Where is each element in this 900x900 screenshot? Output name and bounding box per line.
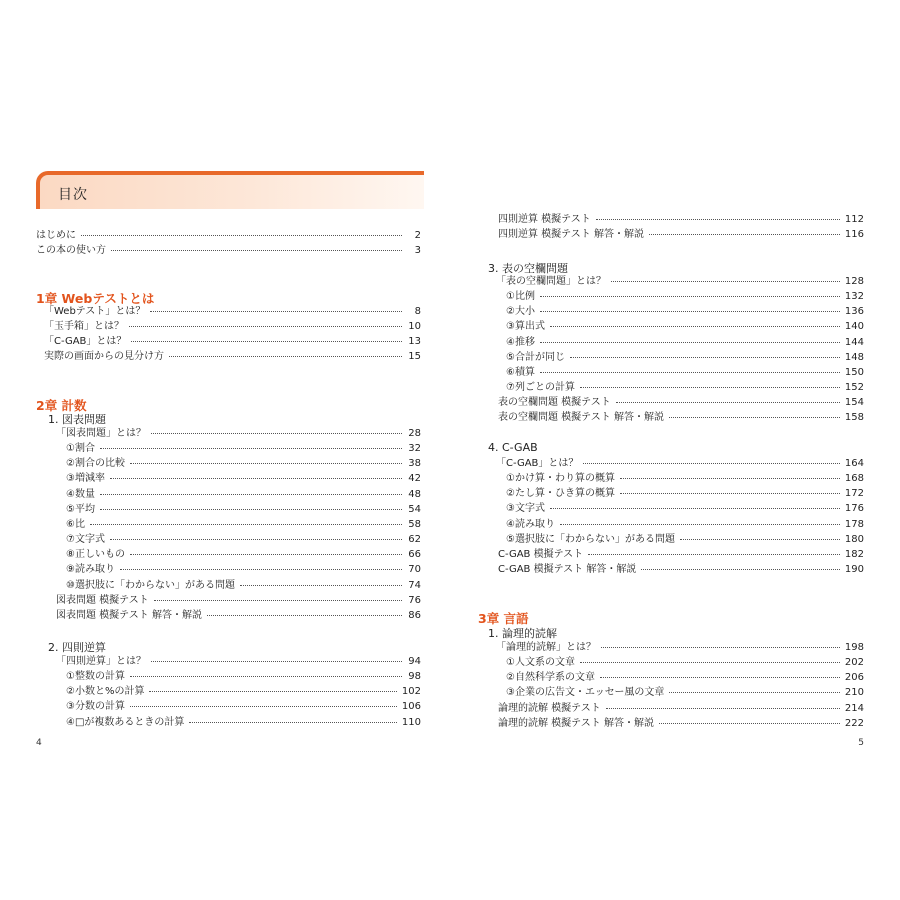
toc-entry-page: 132 bbox=[844, 291, 864, 303]
toc-entry bbox=[56, 655, 421, 669]
toc-entry-page: 148 bbox=[844, 351, 864, 363]
dot-leader bbox=[550, 500, 840, 509]
toc-entry-label: 四則逆算 模擬テスト 解答・解説 bbox=[498, 229, 644, 241]
toc-entry-label: 図表問題 模擬テスト 解答・解説 bbox=[56, 609, 202, 621]
toc-entry-page: 62 bbox=[408, 534, 421, 546]
toc-entry-page: 136 bbox=[844, 306, 864, 318]
toc-entry-label: 「四則逆算」とは？ bbox=[56, 656, 146, 667]
toc-entry bbox=[506, 533, 864, 547]
toc-entry-label: ⑥積算 bbox=[506, 366, 535, 378]
toc-entry-page: 222 bbox=[844, 717, 864, 729]
dot-leader bbox=[90, 516, 402, 525]
toc-entry-label: ⑧正しいもの bbox=[66, 549, 125, 561]
dot-leader bbox=[100, 486, 402, 495]
toc-entry-page: 74 bbox=[408, 579, 421, 591]
toc-entry bbox=[506, 472, 864, 486]
toc-entry bbox=[498, 213, 864, 227]
toc-entry-label: 「表の空欄問題」とは？ bbox=[496, 276, 606, 287]
toc-entry-page: 190 bbox=[844, 564, 864, 576]
dot-leader bbox=[669, 684, 840, 693]
toc-entry-label: ③企業の広告文・エッセー風の文章 bbox=[506, 687, 665, 699]
section-kuuran-title: 3. 表の空欄問題 bbox=[488, 262, 568, 275]
toc-entry bbox=[66, 579, 421, 593]
dot-leader bbox=[240, 577, 402, 586]
toc-entry-page: 32 bbox=[408, 443, 421, 455]
toc-entry bbox=[506, 487, 864, 501]
toc-entry-label: ②たし算・ひき算の概算 bbox=[506, 488, 615, 500]
toc-entry bbox=[66, 503, 421, 517]
toc-entry-page: 110 bbox=[401, 716, 421, 728]
toc-entry bbox=[498, 396, 864, 410]
dot-leader bbox=[540, 364, 840, 373]
toc-entry bbox=[36, 229, 421, 243]
dot-leader bbox=[110, 470, 402, 479]
dot-leader bbox=[620, 485, 840, 494]
toc-entry bbox=[506, 320, 864, 334]
toc-entry-page: 116 bbox=[844, 229, 864, 241]
toc-entry-page: 158 bbox=[844, 412, 864, 424]
page-number-right: 5 bbox=[858, 738, 864, 748]
toc-entry bbox=[498, 228, 864, 242]
toc-entry-label: ①割合 bbox=[66, 443, 95, 455]
toc-entry bbox=[506, 518, 864, 532]
toc-entry bbox=[498, 411, 864, 425]
toc-entry-page: 98 bbox=[408, 671, 421, 683]
toc-entry bbox=[66, 442, 421, 456]
toc-entry-label: ④推移 bbox=[506, 336, 535, 348]
toc-entry-label: ①整数の計算 bbox=[66, 671, 125, 683]
toc-entry bbox=[496, 457, 864, 471]
toc-entry-page: 58 bbox=[408, 518, 421, 530]
toc-entry-label: ③文字式 bbox=[506, 503, 545, 515]
toc-entry-label: C-GAB 模擬テスト 解答・解説 bbox=[498, 564, 637, 576]
toc-entry bbox=[506, 381, 864, 395]
toc-entry-page: 180 bbox=[844, 533, 864, 545]
toc-entry bbox=[44, 320, 421, 334]
dot-leader bbox=[600, 669, 840, 678]
dot-leader bbox=[151, 425, 402, 434]
toc-entry-label: ①比例 bbox=[506, 291, 535, 303]
toc-entry-page: 112 bbox=[844, 214, 864, 225]
toc-entry bbox=[506, 656, 864, 670]
toc-entry-label: ④数量 bbox=[66, 488, 95, 500]
toc-entry-label: 「Webテスト」とは？ bbox=[44, 306, 146, 317]
toc-entry-page: 144 bbox=[844, 336, 864, 348]
dot-leader bbox=[151, 653, 402, 662]
toc-entry-label: ②自然科学系の文章 bbox=[506, 672, 595, 684]
toc-entry-page: 76 bbox=[408, 594, 421, 606]
toc-entry bbox=[66, 670, 421, 684]
toc-entry bbox=[66, 457, 421, 471]
dot-leader bbox=[580, 654, 840, 663]
toc-entry-page: 3 bbox=[414, 245, 421, 257]
toc-entry-page: 210 bbox=[844, 687, 864, 699]
toc-entry-label: ⑤合計が同じ bbox=[506, 351, 565, 363]
dot-leader bbox=[616, 394, 840, 403]
dot-leader bbox=[189, 714, 396, 723]
toc-entry bbox=[506, 502, 864, 516]
toc-entry-page: 128 bbox=[844, 276, 864, 287]
toc-entry bbox=[66, 472, 421, 486]
toc-entry bbox=[36, 244, 421, 258]
right-toc bbox=[450, 0, 900, 900]
toc-entry bbox=[66, 533, 421, 547]
toc-entry-page: 48 bbox=[408, 488, 421, 500]
dot-leader bbox=[154, 592, 402, 601]
toc-entry-label: ⑥比 bbox=[66, 518, 85, 530]
dot-leader bbox=[540, 288, 840, 297]
chapter-1-title: 1章 Webテストとは bbox=[36, 291, 155, 306]
toc-entry bbox=[66, 548, 421, 562]
page-number-left: 4 bbox=[36, 738, 42, 748]
toc-entry-page: 154 bbox=[844, 397, 864, 409]
dot-leader bbox=[149, 683, 396, 692]
toc-entry-page: 176 bbox=[844, 503, 864, 515]
toc-entry-label: はじめに bbox=[36, 230, 76, 241]
toc-entry-page: 94 bbox=[408, 656, 421, 667]
dot-leader bbox=[207, 607, 402, 616]
toc-entry-page: 2 bbox=[414, 230, 421, 241]
dot-leader bbox=[583, 455, 839, 464]
toc-entry-label: ③分数の計算 bbox=[66, 701, 125, 713]
toc-entry-label: 「玉手箱」とは？ bbox=[44, 321, 124, 333]
toc-entry-label: ④読み取り bbox=[506, 518, 555, 530]
toc-entry-page: 42 bbox=[408, 473, 421, 485]
toc-entry bbox=[66, 563, 421, 577]
toc-entry-label: ⑤平均 bbox=[66, 503, 95, 515]
toc-entry-label: ②大小 bbox=[506, 306, 535, 318]
dot-leader bbox=[641, 561, 840, 570]
toc-entry-label: 四則逆算 模擬テスト bbox=[498, 214, 591, 225]
toc-entry bbox=[498, 563, 864, 577]
toc-entry-label: ⑦列ごとの計算 bbox=[506, 382, 575, 394]
chapter-3-title: 3章 言語 bbox=[478, 611, 529, 626]
dot-leader bbox=[601, 639, 840, 648]
section-zuhyo-title: 1. 図表問題 bbox=[48, 413, 106, 426]
toc-entry-page: 38 bbox=[408, 458, 421, 470]
toc-entry-page: 152 bbox=[844, 382, 864, 394]
toc-entry-label: 論理的読解 模擬テスト bbox=[498, 702, 601, 714]
dot-leader bbox=[580, 379, 840, 388]
toc-entry-page: 214 bbox=[844, 702, 864, 714]
toc-entry bbox=[498, 702, 864, 716]
toc-entry bbox=[66, 700, 421, 714]
toc-entry bbox=[66, 488, 421, 502]
toc-entry-page: 206 bbox=[844, 672, 864, 684]
toc-entry-label: 「図表問題」とは？ bbox=[56, 428, 146, 439]
dot-leader bbox=[570, 349, 840, 358]
toc-entry-label: C-GAB 模擬テスト bbox=[498, 548, 584, 560]
dot-leader bbox=[588, 546, 840, 555]
dot-leader bbox=[130, 455, 402, 464]
toc-entry-page: 86 bbox=[408, 609, 421, 621]
toc-entry-page: 164 bbox=[844, 458, 864, 469]
dot-leader bbox=[130, 668, 402, 677]
toc-entry bbox=[506, 366, 864, 380]
toc-entry-label: ⑨読み取り bbox=[66, 564, 115, 576]
toc-entry bbox=[56, 609, 421, 623]
toc-entry-label: ⑩選択肢に「わからない」がある問題 bbox=[66, 579, 235, 591]
toc-entry-page: 66 bbox=[408, 549, 421, 561]
dot-leader bbox=[659, 715, 840, 724]
toc-entry-page: 15 bbox=[408, 351, 421, 363]
dot-leader bbox=[100, 501, 402, 510]
toc-entry-label: 「C-GAB」とは？ bbox=[44, 336, 127, 348]
dot-leader bbox=[150, 303, 402, 312]
toc-entry bbox=[506, 336, 864, 350]
dot-leader bbox=[169, 348, 402, 357]
toc-entry bbox=[66, 518, 421, 532]
section-cgab-title: 4. C-GAB bbox=[488, 441, 538, 454]
chapter-2-title: 2章 計数 bbox=[36, 398, 87, 413]
toc-entry-page: 202 bbox=[844, 657, 864, 669]
dot-leader bbox=[81, 227, 402, 236]
toc-entry-page: 178 bbox=[844, 518, 864, 530]
toc-entry-page: 198 bbox=[844, 642, 864, 653]
toc-entry-label: ③算出式 bbox=[506, 321, 545, 333]
dot-leader bbox=[649, 226, 840, 235]
toc-entry-label: ①かけ算・わり算の概算 bbox=[506, 473, 615, 485]
toc-entry bbox=[44, 335, 421, 349]
toc-entry-label: ⑤選択肢に「わからない」がある問題 bbox=[506, 533, 675, 545]
toc-entry-label: 図表問題 模擬テスト bbox=[56, 594, 149, 606]
toc-entry bbox=[44, 305, 421, 319]
dot-leader bbox=[540, 334, 840, 343]
toc-entry-label: 実際の画面からの見分け方 bbox=[44, 351, 164, 363]
toc-entry bbox=[498, 717, 864, 731]
dot-leader bbox=[130, 698, 397, 707]
toc-entry-page: 28 bbox=[408, 428, 421, 439]
toc-entry-label: 論理的読解 模擬テスト 解答・解説 bbox=[498, 717, 654, 729]
dot-leader bbox=[110, 531, 402, 540]
toc-entry-label: ④□が複数あるときの計算 bbox=[66, 716, 185, 728]
toc-entry-label: この本の使い方 bbox=[36, 245, 106, 257]
section-shisoku-title: 2. 四則逆算 bbox=[48, 641, 106, 654]
toc-entry bbox=[44, 350, 421, 364]
dot-leader bbox=[596, 211, 840, 220]
dot-leader bbox=[606, 700, 840, 709]
toc-entry bbox=[66, 685, 421, 699]
toc-entry-label: ⑦文字式 bbox=[66, 534, 105, 546]
toc-entry bbox=[496, 641, 864, 655]
toc-entry bbox=[506, 290, 864, 304]
dot-leader bbox=[111, 242, 402, 251]
dot-leader bbox=[131, 333, 402, 342]
toc-entry bbox=[56, 594, 421, 608]
toc-entry-page: 102 bbox=[401, 686, 421, 698]
toc-entry bbox=[506, 686, 864, 700]
toc-entry-page: 168 bbox=[844, 473, 864, 485]
toc-entry-page: 10 bbox=[408, 321, 421, 333]
dot-leader bbox=[680, 531, 840, 540]
toc-entry-label: 表の空欄問題 模擬テスト 解答・解説 bbox=[498, 412, 664, 424]
toc-title: 目次 bbox=[58, 187, 88, 203]
toc-entry bbox=[56, 427, 421, 441]
dot-leader bbox=[669, 409, 840, 418]
dot-leader bbox=[620, 470, 840, 479]
toc-entry-label: ②割合の比較 bbox=[66, 458, 125, 470]
toc-entry bbox=[506, 671, 864, 685]
toc-entry-page: 54 bbox=[408, 503, 421, 515]
toc-entry-label: ①人文系の文章 bbox=[506, 657, 575, 669]
toc-entry bbox=[506, 351, 864, 365]
toc-entry-label: ②小数と%の計算 bbox=[66, 686, 145, 698]
toc-entry bbox=[496, 275, 864, 289]
toc-entry-page: 106 bbox=[401, 701, 421, 713]
dot-leader bbox=[100, 440, 402, 449]
dot-leader bbox=[560, 516, 840, 525]
toc-entry-page: 8 bbox=[414, 306, 421, 317]
toc-entry bbox=[498, 548, 864, 562]
toc-entry-label: ③増減率 bbox=[66, 473, 105, 485]
toc-entry-label: 表の空欄問題 模擬テスト bbox=[498, 397, 611, 409]
dot-leader bbox=[611, 273, 840, 282]
dot-leader bbox=[130, 546, 402, 555]
toc-entry-page: 70 bbox=[408, 564, 421, 576]
dot-leader bbox=[120, 561, 402, 570]
toc-entry-page: 13 bbox=[408, 336, 421, 348]
right-page bbox=[450, 0, 900, 900]
section-ronri-title: 1. 論理的読解 bbox=[488, 627, 557, 640]
toc-entry-label: 「論理的読解」とは？ bbox=[496, 642, 596, 653]
toc-entry-label: 「C-GAB」とは？ bbox=[496, 458, 579, 469]
toc-entry-page: 172 bbox=[844, 488, 864, 500]
toc-entry-page: 182 bbox=[844, 548, 864, 560]
dot-leader bbox=[540, 303, 840, 312]
toc-entry-page: 140 bbox=[844, 321, 864, 333]
toc-entry bbox=[506, 305, 864, 319]
toc-entry bbox=[66, 716, 421, 730]
dot-leader bbox=[550, 318, 840, 327]
dot-leader bbox=[129, 318, 402, 327]
toc-entry-page: 150 bbox=[844, 366, 864, 378]
